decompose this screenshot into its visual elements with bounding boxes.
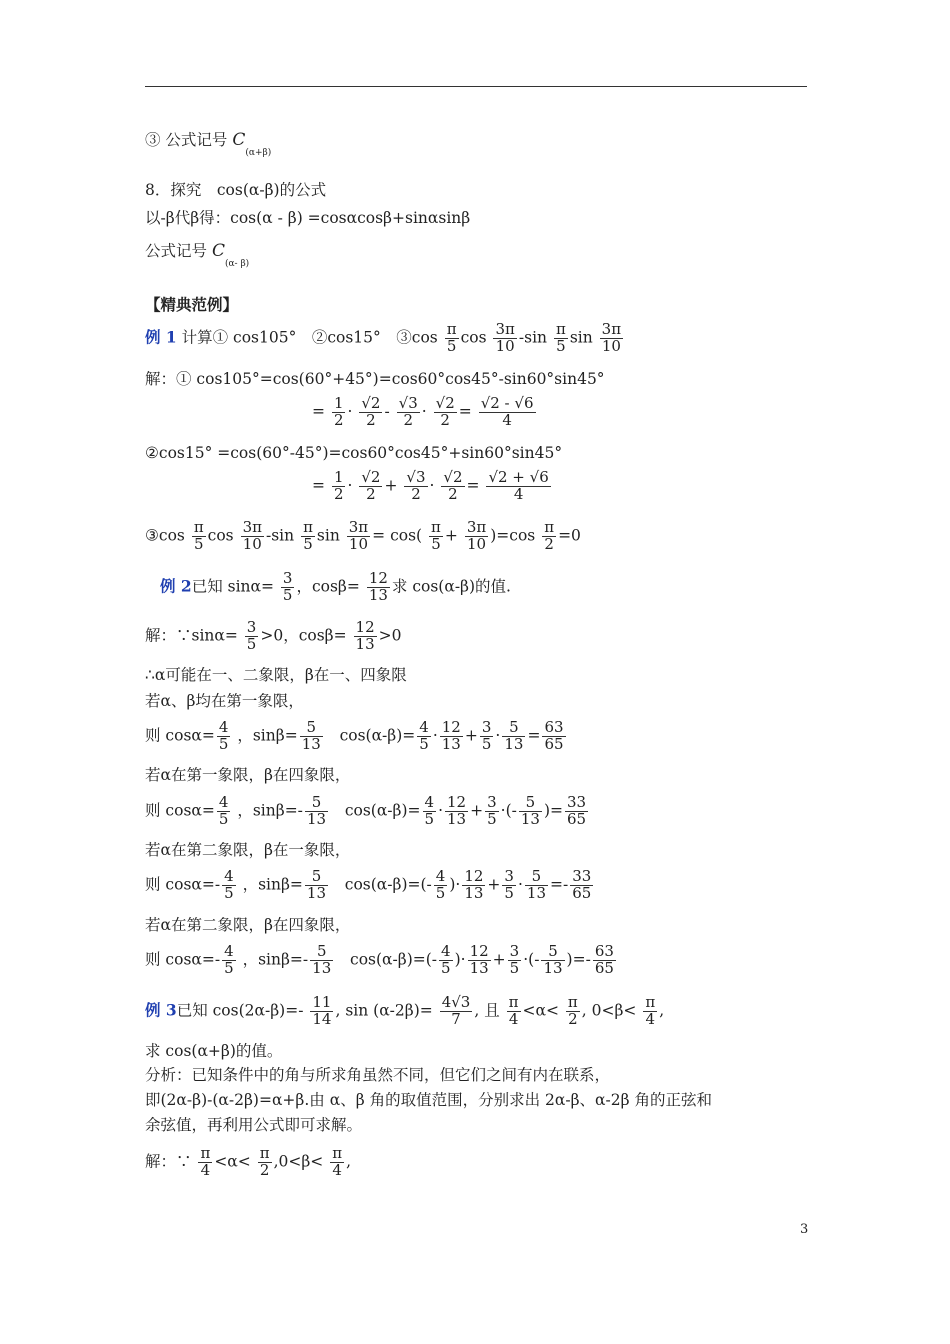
fraction: $\frac{12}{13}$	[441, 718, 461, 753]
fraction: $\frac{\pi}{4}$	[645, 993, 656, 1028]
fraction: $\frac{\pi}{2}$	[259, 1144, 270, 1179]
fraction: $\frac{4}{5}$	[424, 793, 435, 828]
fraction: $\frac{4}{5}$	[224, 867, 234, 902]
fraction: $\frac{3\pi}{10}$	[348, 518, 369, 553]
fraction: $\frac{11}{14}$	[312, 993, 332, 1028]
fraction: $\frac{\pi}{5}$	[193, 518, 204, 553]
fraction: $\frac{3\pi}{10}$	[466, 518, 487, 553]
fraction: $\frac{12}{13}$	[355, 618, 375, 653]
fraction: $\frac{\pi}{5}$	[431, 518, 441, 553]
fraction: $\frac{33}{65}$	[567, 793, 587, 828]
fraction: $\frac{√2}{2}$	[435, 394, 455, 429]
example-3: 例 3已知 cos(2α-β)=- $\frac{11}{14}$ , sin (α-2β)= $\frac{4√3}{7}$ , 且 $\frac{\pi}{4}$ <α< $\frac{\pi}{2}$ , 0<β< $\frac{\pi}{4}$ ,	[145, 993, 665, 1028]
fraction: $\frac{3\pi}{10}$	[601, 320, 622, 355]
fraction: $\frac{5}{13}$	[312, 942, 332, 977]
solution-2-line-3: 若α、β均在第一象限，	[145, 692, 304, 710]
header-rule	[145, 86, 807, 87]
fraction: $\frac{12}{13}$	[368, 569, 388, 604]
fraction: $\frac{√2}{2}$	[361, 394, 381, 429]
fraction: $\frac{3}{5}$	[504, 867, 514, 902]
fraction: $\frac{4}{5}$	[218, 793, 229, 828]
fraction: $\frac{33}{65}$	[572, 867, 592, 902]
fraction: $\frac{5}{13}$	[543, 942, 563, 977]
fraction: $\frac{3}{5}$	[487, 793, 497, 828]
fraction: $\frac{5}{13}$	[520, 793, 540, 828]
fraction: $\frac{1}{2}$	[333, 468, 344, 503]
fraction: $\frac{5}{13}$	[504, 718, 524, 753]
solution-1-line-2: = $\frac{1}{2}$ · $\frac{√2}{2}$ - $\frac{√3}{2}$ · $\frac{√2}{2}$ = $\frac{√2 - √6}{4}$	[312, 394, 534, 429]
case-3: 则 cosα=- $\frac{4}{5}$ ，sinβ= $\frac{5}{13}$ cos(α-β)=(- $\frac{4}{5}$ )· $\frac{12}{13}$ + $\frac{3}{5}$ · $\frac{5}{13}$ =- $\frac{33}{65}$	[145, 867, 592, 902]
examples-heading: 【精典范例】	[145, 295, 239, 314]
solution-2-line-2: ∴α可能在一、二象限，β在一、四象限	[145, 666, 407, 684]
fraction: $\frac{3}{5}$	[282, 569, 293, 604]
case-1: 则 cosα= $\frac{4}{5}$ ，sinβ= $\frac{5}{13}$ cos(α-β)= $\frac{4}{5}$ · $\frac{12}{13}$ + $\frac{3}{5}$ · $\frac{5}{13}$ = $\frac{63}{65}$	[145, 718, 564, 753]
solution-2-line-5: 若α在第一象限，β在四象限，	[145, 766, 351, 784]
example-3-question: 求 cos(α+β)的值。	[145, 1042, 283, 1060]
solution-3-line-1: 解：∵ $\frac{\pi}{4}$ <α< $\frac{\pi}{2}$ ,0<β< $\frac{\pi}{4}$ ,	[145, 1144, 352, 1179]
substitution-line: 以-β代β得：cos(α - β) =cosαcosβ+sinαsinβ	[145, 209, 471, 227]
section-8-title: 8．探究 cos(α-β)的公式	[145, 181, 327, 199]
fraction: $\frac{4}{5}$	[419, 718, 429, 753]
fraction: $\frac{63}{65}$	[544, 718, 564, 753]
fraction: $\frac{√3}{2}$	[406, 468, 426, 503]
fraction: $\frac{3}{5}$	[246, 618, 257, 653]
fraction: $\frac{3}{5}$	[509, 942, 520, 977]
fraction: $\frac{12}{13}$	[464, 867, 484, 902]
fraction: $\frac{√3}{2}$	[398, 394, 418, 429]
fraction: $\frac{5}{13}$	[301, 718, 321, 753]
solution-1-line-1: 解：① cos105°=cos(60°+45°)=cos60°cos45°-sin60°sin45°	[145, 370, 605, 388]
solution-1-line-4: = $\frac{1}{2}$ · $\frac{√2}{2}$ + $\frac{√3}{2}$ · $\frac{√2}{2}$ = $\frac{√2 + √6}{4}$	[312, 468, 549, 503]
fraction: $\frac{\pi}{4}$	[508, 993, 519, 1028]
solution-2-line-9: 若α在第二象限，β在四象限，	[145, 916, 351, 934]
example-2: 例 2已知 sinα= $\frac{3}{5}$ ，cosβ= $\frac{12}{13}$ 求 cos(α-β)的值.	[160, 569, 511, 604]
fraction: $\frac{√2 + √6}{4}$	[488, 468, 549, 503]
page-number: 3	[800, 1222, 809, 1237]
fraction: $\frac{4}{5}$	[224, 942, 234, 977]
solution-1-line-3: ②cos15° =cos(60°-45°)=cos60°cos45°+sin60°sin45°	[145, 444, 563, 462]
solution-1-line-5: ③cos $\frac{\pi}{5}$ cos $\frac{3\pi}{10}$ -sin $\frac{\pi}{5}$ sin $\frac{3\pi}{10}$ = cos( $\frac{\pi}{5}$ + $\frac{3\pi}{10}$ )=cos $\frac{\pi}{2}$ =0	[145, 518, 581, 553]
fraction: $\frac{5}{13}$	[526, 867, 546, 902]
fraction: $\frac{√2}{2}$	[443, 468, 463, 503]
example-3-label: 例 3	[145, 1000, 177, 1020]
fraction: $\frac{12}{13}$	[469, 942, 489, 977]
solution-2-line-7: 若α在第二象限，β在一象限，	[145, 841, 351, 859]
fraction: $\frac{\pi}{4}$	[200, 1144, 211, 1179]
fraction: $\frac{5}{13}$	[306, 793, 327, 828]
example-1: 例 1 计算① cos105° ②cos15° ③cos $\frac{\pi}{5}$ cos $\frac{3\pi}{10}$ -sin $\frac{\pi}{5}$ sin $\frac{3\pi}{10}$	[145, 320, 622, 355]
example-2-label: 例 2	[160, 576, 192, 596]
analysis-line-1: 分析：已知条件中的角与所求角虽然不同，但它们之间有内在联系，	[145, 1066, 611, 1084]
case-2: 则 cosα= $\frac{4}{5}$ ，sinβ=- $\frac{5}{13}$ cos(α-β)= $\frac{4}{5}$ · $\frac{12}{13}$ + $\frac{3}{5}$ ·(- $\frac{5}{13}$ )= $\frac{33}{65}$	[145, 793, 587, 828]
fraction: $\frac{5}{13}$	[306, 867, 327, 902]
case-4: 则 cosα=- $\frac{4}{5}$ ，sinβ=- $\frac{5}{13}$ cos(α-β)=(- $\frac{4}{5}$ )· $\frac{12}{13}$ + $\frac{3}{5}$ ·(- $\frac{5}{13}$ )=- $\frac{63}{65}$	[145, 942, 614, 977]
fraction: $\frac{\pi}{2}$	[567, 993, 578, 1028]
fraction: $\frac{3}{5}$	[481, 718, 492, 753]
fraction: $\frac{63}{65}$	[594, 942, 614, 977]
example-1-label: 例 1	[145, 327, 177, 347]
fraction: $\frac{\pi}{5}$	[555, 320, 566, 355]
formula-label-c-plus: ③ 公式记号 $C_{(\alpha+\beta)}$	[145, 130, 272, 158]
fraction: $\frac{3\pi}{10}$	[242, 518, 262, 553]
fraction: $\frac{\pi}{5}$	[446, 320, 457, 355]
analysis-line-2: 即(2α-β)-(α-2β)=α+β.由 α、β 角的取值范围，分别求出 2α-β、α-2β 角的正弦和	[145, 1091, 713, 1109]
fraction: $\frac{3\pi}{10}$	[495, 320, 515, 355]
fraction: $\frac{\pi}{4}$	[332, 1144, 343, 1179]
fraction: $\frac{4√3}{7}$	[441, 993, 471, 1028]
fraction: $\frac{1}{2}$	[333, 394, 344, 429]
fraction: $\frac{4}{5}$	[435, 867, 446, 902]
analysis-line-3: 余弦值，再利用公式即可求解。	[145, 1116, 363, 1134]
formula-label-c-minus: 公式记号 $C_{(\alpha- \beta)}$	[145, 241, 250, 269]
fraction: $\frac{12}{13}$	[447, 793, 467, 828]
fraction: $\frac{√2}{2}$	[361, 468, 381, 503]
fraction: $\frac{\pi}{5}$	[303, 518, 313, 553]
fraction: $\frac{√2 - √6}{4}$	[480, 394, 534, 429]
fraction: $\frac{4}{5}$	[441, 942, 451, 977]
fraction: $\frac{4}{5}$	[218, 718, 229, 753]
fraction: $\frac{\pi}{2}$	[544, 518, 555, 553]
solution-2-line-1: 解：∵sinα= $\frac{3}{5}$ >0，cosβ= $\frac{12}{13}$ >0	[145, 618, 402, 653]
